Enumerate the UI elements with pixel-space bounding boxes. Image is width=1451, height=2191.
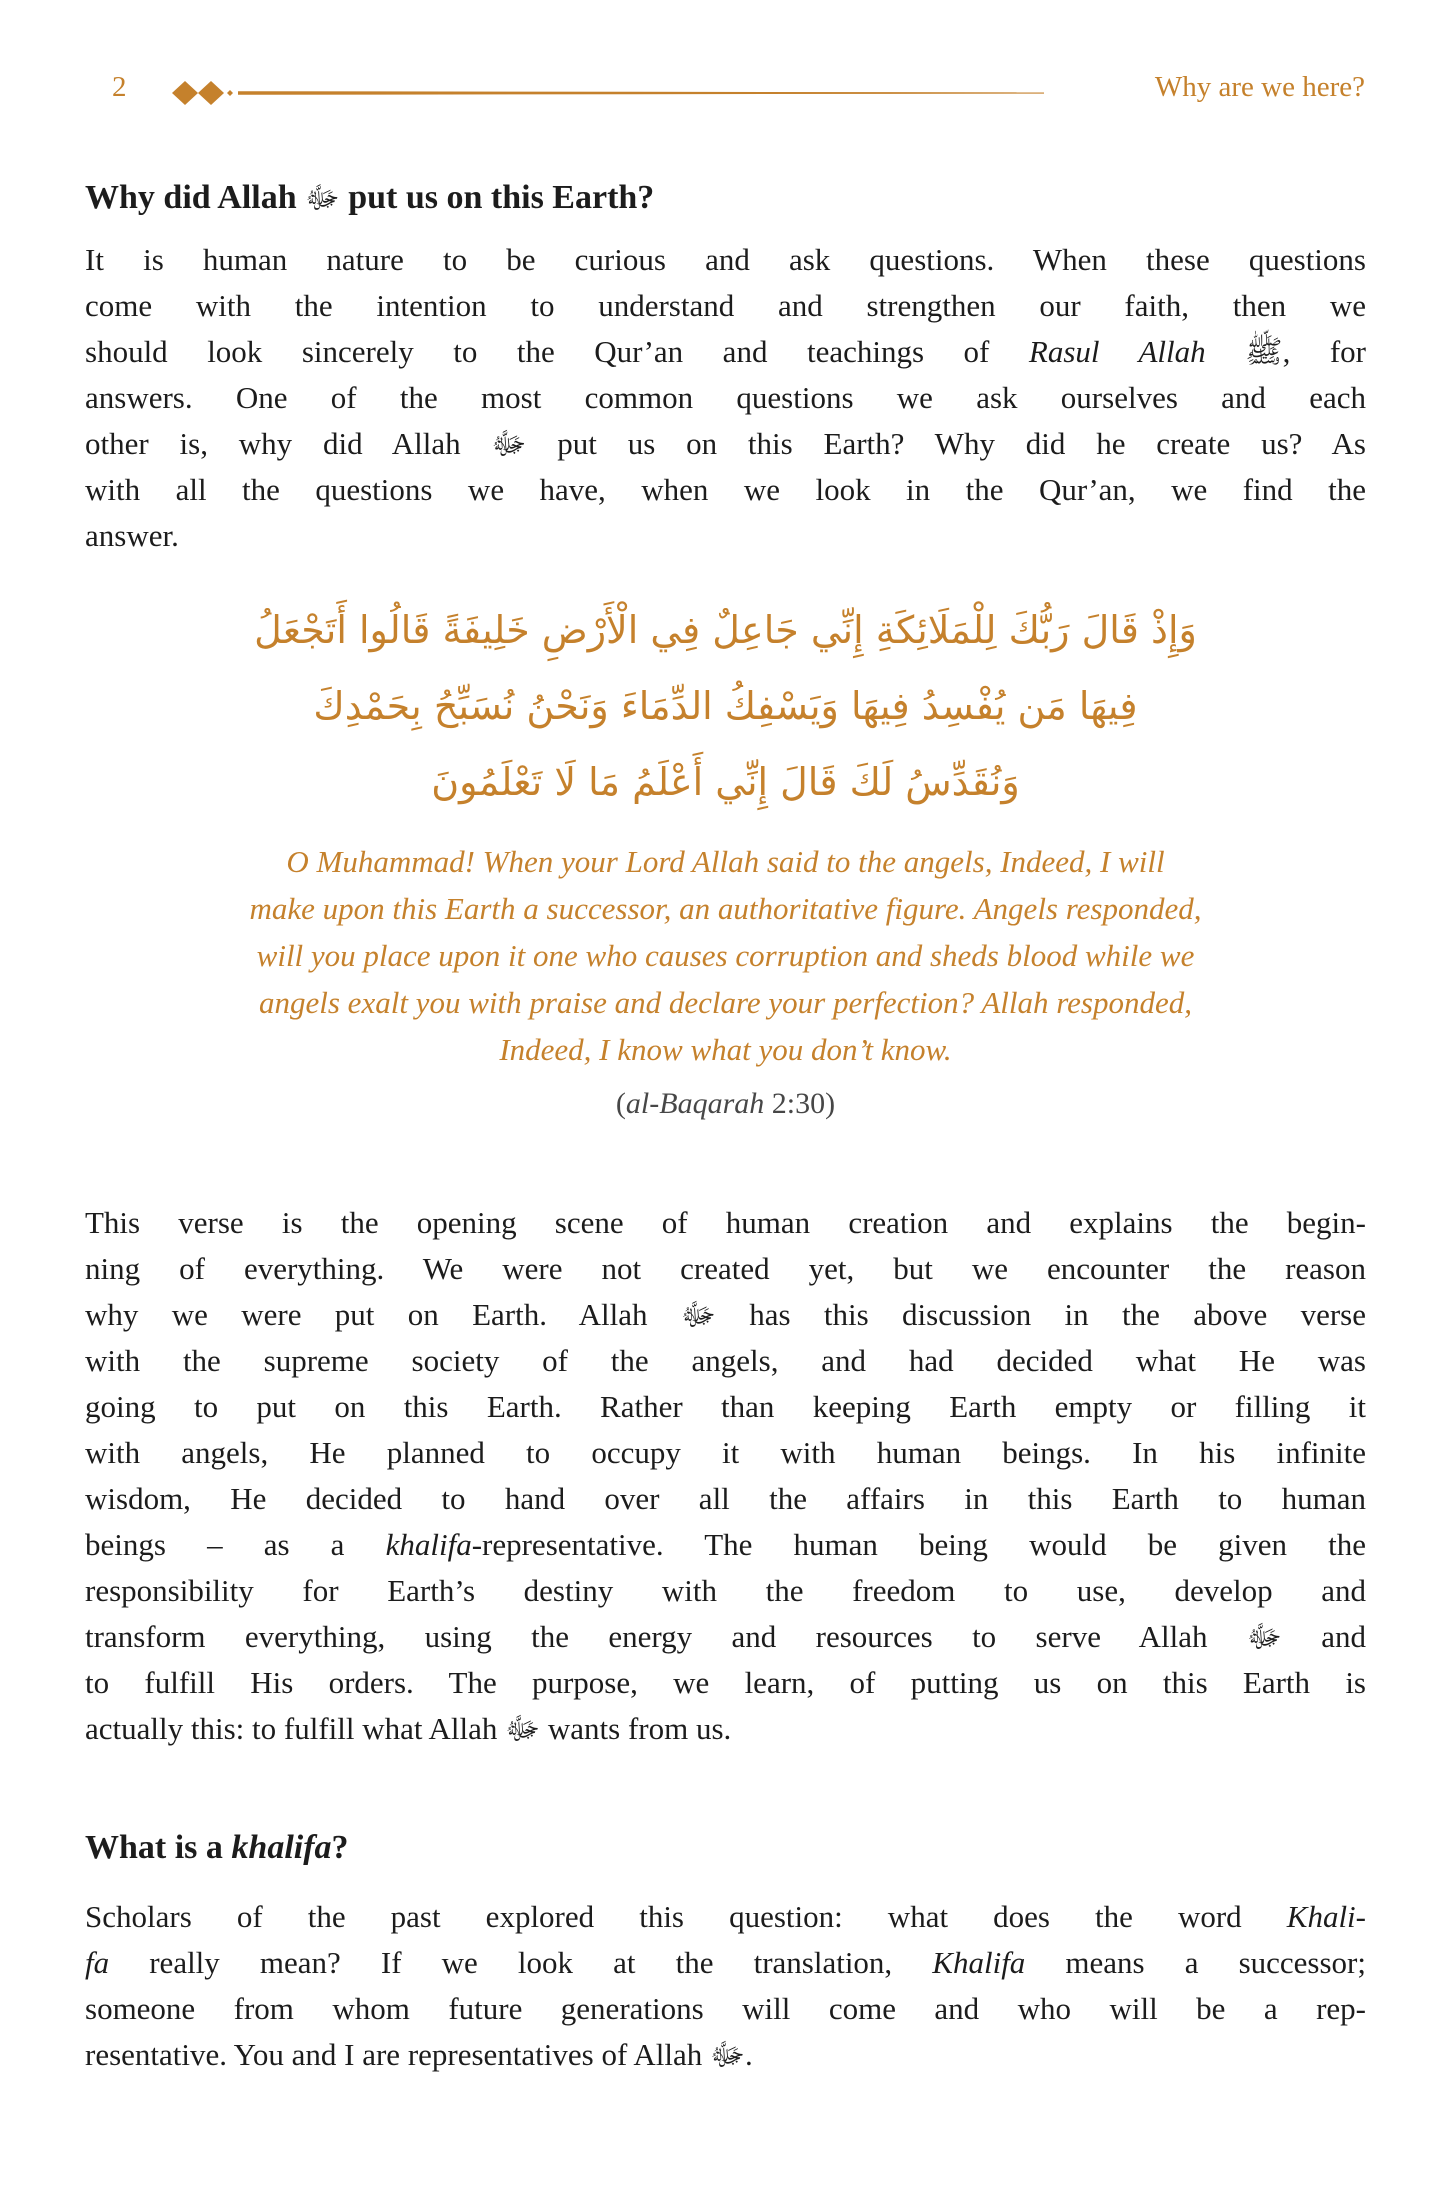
paragraph-line: [85, 1430, 1366, 1476]
translation-line: angels exalt you with praise and declare your perfection? Allah responded,: [259, 985, 1192, 1020]
paragraph-line: [85, 421, 1366, 467]
line-text: answer.: [85, 518, 179, 553]
translation-line: O Muhammad! When your Lord Allah said to the angels, Indeed, I will: [286, 844, 1165, 879]
verse-citation: [85, 1086, 1366, 1122]
honorific-jalla-jalaluhu-icon: ﷻ: [305, 181, 340, 216]
line-text: come with the intention to understand and strengthen our faith, then we: [85, 288, 1366, 323]
paragraph-line: [85, 1200, 1366, 1246]
paragraph-line: [85, 1384, 1366, 1430]
arabic-verse-line: وَإِذْ قَالَ رَبُّكَ لِلْمَلَائِكَةِ إِنِّي جَاعِلٌ فِي الْأَرْضِ خَلِيفَةً قَالُوا أَتَجْعَلُ: [254, 608, 1197, 652]
line-text: means a successor;: [1025, 1945, 1366, 1980]
dot-icon: [227, 90, 233, 96]
line-text: with all the questions we have, when we look in the Qur’an, we find the: [85, 472, 1366, 507]
line-text: wisdom, He decided to hand over all the affairs in this Earth to human: [85, 1481, 1366, 1516]
paragraph-line: [85, 1894, 1366, 1940]
section-heading-1: [85, 178, 1366, 219]
page-number: 2: [112, 71, 127, 103]
paragraph-line: [85, 467, 1366, 513]
paragraph-line: [85, 1940, 1366, 1986]
running-title: Why are we here?: [1154, 71, 1365, 103]
tapered-rule: [238, 91, 1044, 95]
body-paragraph-3: [85, 1894, 1366, 2078]
line-text-italic: Khalifa: [932, 1945, 1026, 1980]
line-text: with the supreme society of the angels, and had decided what He was: [85, 1343, 1366, 1378]
translation-line: will you place upon it one who causes corruption and sheds blood while we: [256, 938, 1195, 973]
line-text: beings – as a: [85, 1527, 386, 1562]
citation-surah-name: al-Baqarah: [625, 1087, 765, 1120]
heading-text: Why did Allah: [85, 179, 306, 216]
paragraph-line: [85, 1522, 1366, 1568]
arabic-verse-line: وَنُقَدِّسُ لَكَ قَالَ إِنِّي أَعْلَمُ مَا لَا تَعْلَمُونَ: [431, 760, 1020, 804]
paragraph-line: [85, 1614, 1366, 1660]
paragraph-line: [85, 1246, 1366, 1292]
verse-translation: [85, 838, 1366, 1073]
line-text-italic: khalifa: [385, 1527, 472, 1562]
line-text: This verse is the opening scene of human creation and explains the begin-: [85, 1205, 1366, 1240]
line-text-italic: fa: [85, 1945, 110, 1980]
body-paragraph-2: [85, 1200, 1366, 1752]
line-text: resentative. You and I are representatives of Allah ﷻ.: [85, 2037, 753, 2072]
line-text: other is, why did Allah ﷻ put us on this Earth? Why did he create us? As: [85, 426, 1366, 461]
paragraph-line: [85, 2032, 1366, 2078]
paragraph-line: [85, 1660, 1366, 1706]
citation-text: (: [615, 1087, 626, 1120]
heading-text: What is a: [85, 1829, 232, 1866]
arabic-verse-line: فِيهَا مَن يُفْسِدُ فِيهَا وَيَسْفِكُ الدِّمَاءَ وَنَحْنُ نُسَبِّحُ بِحَمْدِكَ: [313, 684, 1138, 728]
quran-verse-arabic: [85, 592, 1366, 820]
line-text: with angels, He planned to occupy it with human beings. In his infinite: [85, 1435, 1366, 1470]
paragraph-line: [85, 1706, 1366, 1752]
heading-text-italic: khalifa: [231, 1829, 332, 1866]
line-text: why we were put on Earth. Allah ﷻ has this discussion in the above verse: [85, 1297, 1366, 1332]
paragraph-line: [85, 1568, 1366, 1614]
line-text-italic: Khali-: [1286, 1899, 1366, 1934]
line-text: responsibility for Earth’s destiny with the freedom to use, develop and: [85, 1573, 1366, 1608]
line-text: should look sincerely to the Qur’an and teachings of: [85, 334, 1029, 369]
line-text: ning of everything. We were not created yet, but we encounter the reason: [85, 1251, 1366, 1286]
line-text: transform everything, using the energy and resources to serve Allah ﷻ and: [85, 1619, 1366, 1654]
line-text: actually this: to fulfill what Allah ﷻ wants from us.: [85, 1711, 732, 1746]
paragraph-line: [85, 329, 1366, 375]
paragraph-line: [85, 1476, 1366, 1522]
paragraph-line: [85, 283, 1366, 329]
translation-line: Indeed, I know what you don’t know.: [499, 1032, 952, 1067]
paragraph-line: [85, 375, 1366, 421]
line-text: someone from whom future generations will come and who will be a rep-: [85, 1991, 1366, 2026]
line-text: to fulfill His orders. The purpose, we learn, of putting us on this Earth is: [85, 1665, 1366, 1700]
diamond-icon: [172, 81, 198, 105]
line-text: really mean? If we look at the translation,: [109, 1945, 933, 1980]
paragraph-line: [85, 1338, 1366, 1384]
paragraph-line: [85, 1292, 1366, 1338]
header-rule-ornament: [172, 80, 1052, 106]
paragraph-line: [85, 513, 1366, 559]
heading-text: ?: [331, 1829, 349, 1866]
translation-line: make upon this Earth a successor, an authoritative figure. Angels responded,: [249, 891, 1202, 926]
line-text: going to put on this Earth. Rather than keeping Earth empty or filling it: [85, 1389, 1366, 1424]
line-text: It is human nature to be curious and ask questions. When these questions: [85, 242, 1366, 277]
citation-text: 2:30): [764, 1087, 836, 1120]
line-text-italic: Rasul Allah: [1028, 334, 1206, 369]
line-text: ﷺ, for: [1205, 334, 1367, 369]
heading-text: put us on this Earth?: [339, 179, 655, 216]
diamond-icon: [198, 81, 224, 105]
paragraph-line: [85, 1986, 1366, 2032]
line-text: -representative. The human being would be given the: [471, 1527, 1366, 1562]
body-paragraph-1: [85, 237, 1366, 559]
paragraph-line: [85, 237, 1366, 283]
section-heading-2: [85, 1828, 1366, 1868]
line-text: Scholars of the past explored this question: what does the word: [85, 1899, 1287, 1934]
line-text: answers. One of the most common questions we ask ourselves and each: [85, 380, 1366, 415]
